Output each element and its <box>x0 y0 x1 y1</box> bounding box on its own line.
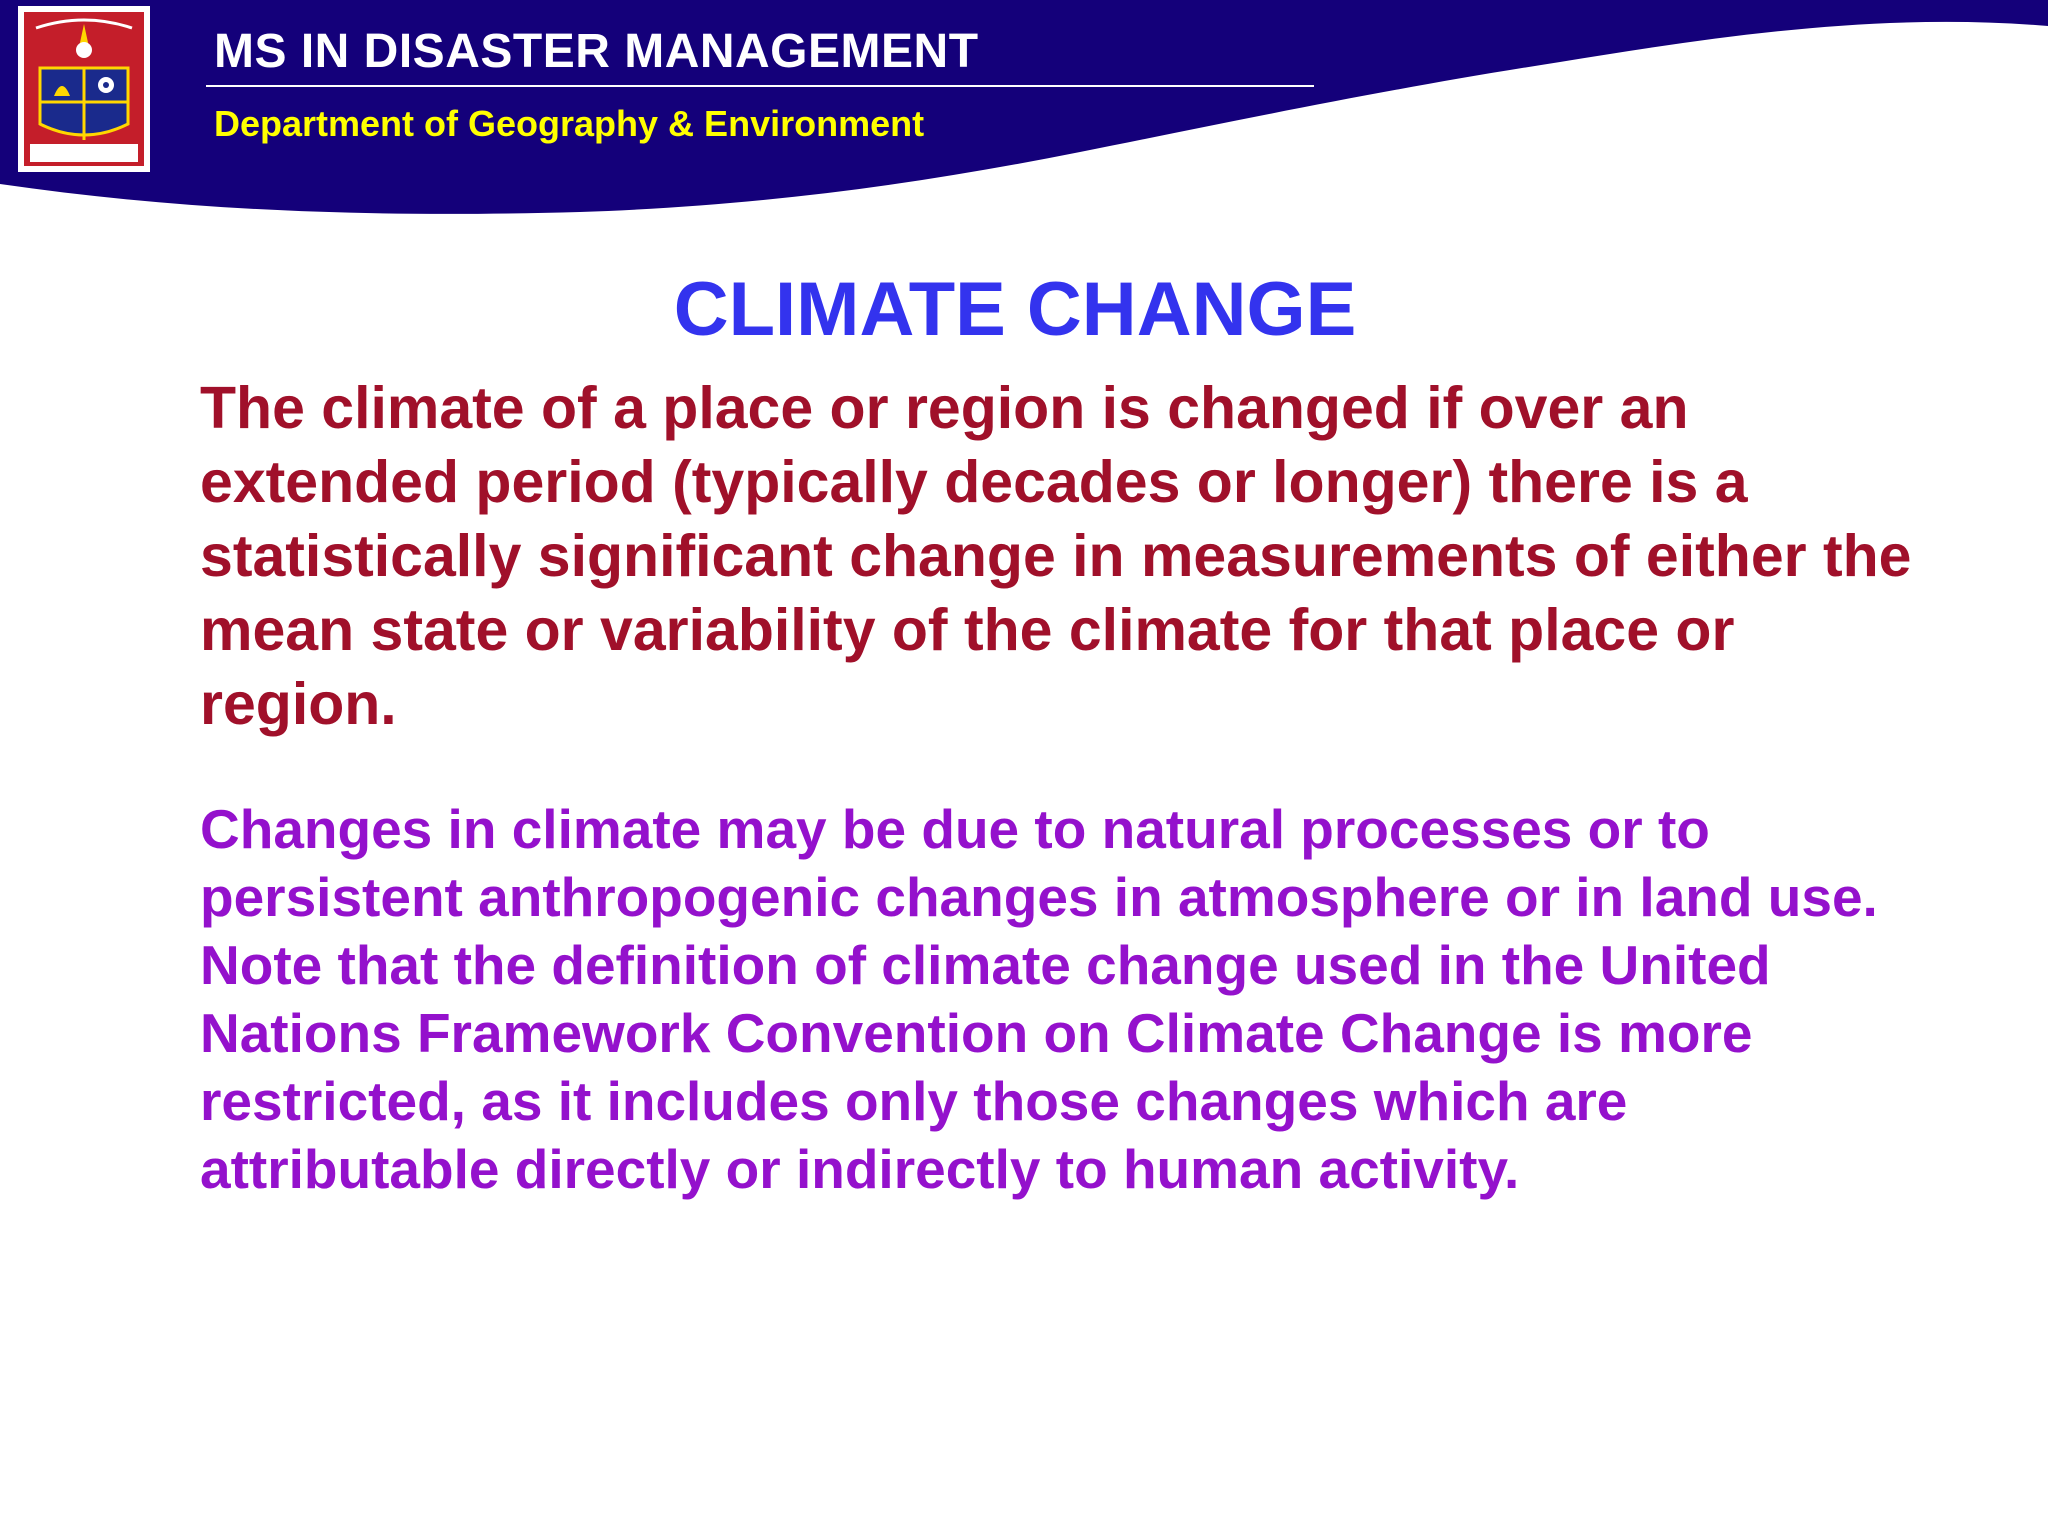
causes-paragraph: Changes in climate may be due to natural processes or to persistent anthropogenic changes in atmosphere or in land use. Note that the definition of climate change used in the United Nations Framework Convention on Climate Change is more restricted, as it includes only those changes which are attributable directly or indirectly to human activity. <box>200 798 1878 1200</box>
program-title: MS IN DISASTER MANAGEMENT <box>214 25 979 78</box>
header-divider <box>206 85 1314 87</box>
department-name: Department of Geography & Environment <box>214 103 925 144</box>
university-crest-icon <box>18 6 150 172</box>
definition-paragraph: The climate of a place or region is changed if over an extended period (typically decades or longer) there is a statistically significant change in measurements of either the mean state or variability of the climate for that place or region. <box>200 375 1912 737</box>
slide-title: CLIMATE CHANGE <box>673 267 1357 352</box>
